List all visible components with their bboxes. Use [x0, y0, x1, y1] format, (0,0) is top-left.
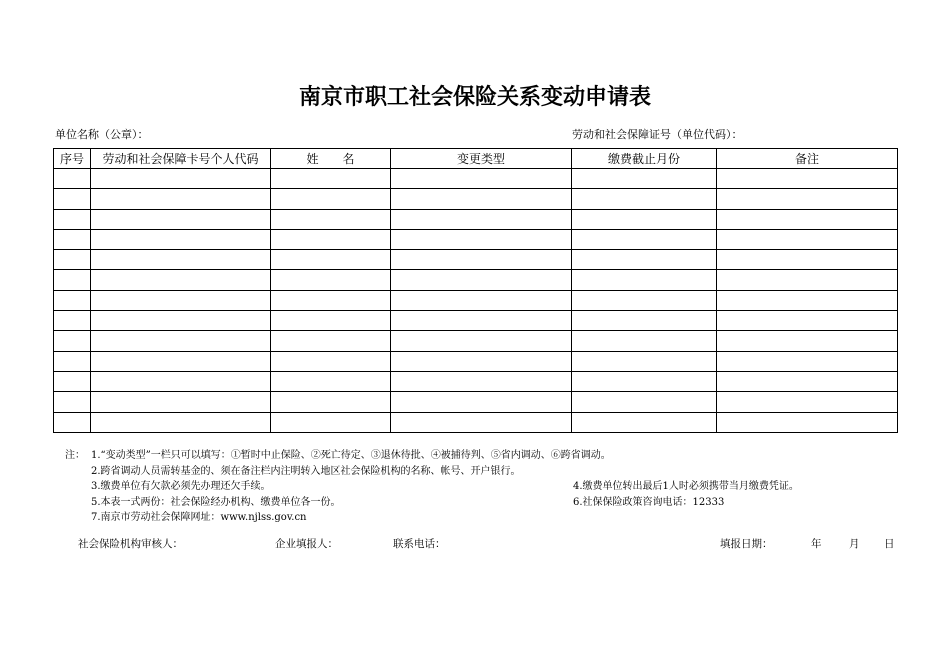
footer-year: 年 — [811, 538, 822, 550]
table-row — [54, 311, 898, 331]
table-cell[interactable] — [271, 331, 391, 351]
table-cell[interactable] — [91, 169, 271, 189]
table-cell[interactable] — [91, 229, 271, 249]
table-row — [54, 331, 898, 351]
table-cell[interactable] — [391, 189, 572, 209]
table-row — [54, 169, 898, 189]
table-cell[interactable] — [91, 351, 271, 371]
table-cell[interactable] — [572, 189, 717, 209]
table-cell[interactable] — [271, 371, 391, 391]
table-cell[interactable] — [271, 209, 391, 229]
table-cell[interactable] — [91, 392, 271, 412]
table-row — [54, 392, 898, 412]
table-row — [54, 371, 898, 391]
footer-reviewer-label: 社会保险机构审核人： — [78, 538, 183, 550]
table-cell[interactable] — [91, 290, 271, 310]
table-cell[interactable] — [54, 311, 91, 331]
table-cell[interactable] — [91, 371, 271, 391]
footer-date-label: 填报日期： — [720, 538, 773, 550]
table-cell[interactable] — [391, 290, 572, 310]
table-cell[interactable] — [54, 371, 91, 391]
table-cell[interactable] — [572, 351, 717, 371]
table-cell[interactable] — [717, 250, 898, 270]
footer-phone-label: 联系电话： — [393, 538, 446, 550]
table-cell[interactable] — [572, 270, 717, 290]
table-cell[interactable] — [54, 169, 91, 189]
unit-code-label: 劳动和社会保障证号（单位代码）： — [572, 128, 743, 141]
footer-month: 月 — [849, 538, 860, 550]
header-payment-end-month: 缴费截止月份 — [572, 149, 717, 169]
note-3: 3.缴费单位有欠款必须先办理还欠手续。 — [91, 481, 271, 493]
table-cell[interactable] — [572, 229, 717, 249]
table-cell[interactable] — [271, 250, 391, 270]
table-row — [54, 189, 898, 209]
table-row — [54, 351, 898, 371]
table-row — [54, 270, 898, 290]
table-cell[interactable] — [54, 351, 91, 371]
table-cell[interactable] — [572, 250, 717, 270]
table-cell[interactable] — [717, 371, 898, 391]
table-cell[interactable] — [572, 209, 717, 229]
table-cell[interactable] — [572, 311, 717, 331]
table-cell[interactable] — [271, 270, 391, 290]
form-title: 南京市职工社会保险关系变动申请表 — [298, 85, 651, 110]
table-cell[interactable] — [54, 209, 91, 229]
table-cell[interactable] — [717, 331, 898, 351]
header-remarks: 备注 — [717, 149, 898, 169]
header-change-type: 变更类型 — [391, 149, 572, 169]
header-card-number: 劳动和社会保障卡号个人代码 — [91, 149, 271, 169]
table-header-row — [54, 149, 898, 169]
table-cell[interactable] — [391, 169, 572, 189]
table-cell[interactable] — [91, 270, 271, 290]
note-7: 7.南京市劳动社会保障网址：www.njlss.gov.cn — [91, 512, 307, 524]
table-cell[interactable] — [717, 209, 898, 229]
header-name: 姓 名 — [271, 149, 391, 169]
note-6: 6.社保保险政策咨询电话：12333 — [573, 496, 725, 508]
note-1: 1.“变动类型”一栏只可以填写：①暂时中止保险、②死亡待定、③退休待批、④被捕待判、⑤省内调动、⑥跨省调动。 — [91, 450, 611, 461]
table-cell[interactable] — [271, 412, 391, 432]
table-cell[interactable] — [391, 331, 572, 351]
table-cell[interactable] — [717, 229, 898, 249]
table-cell[interactable] — [572, 169, 717, 189]
table-cell[interactable] — [91, 311, 271, 331]
table-cell[interactable] — [391, 209, 572, 229]
table-cell[interactable] — [271, 169, 391, 189]
change-request-table — [53, 148, 898, 433]
table-row — [54, 290, 898, 310]
table-cell[interactable] — [271, 351, 391, 371]
table-cell[interactable] — [572, 392, 717, 412]
table-cell[interactable] — [54, 290, 91, 310]
table-cell[interactable] — [391, 250, 572, 270]
table-cell[interactable] — [271, 290, 391, 310]
table-cell[interactable] — [717, 189, 898, 209]
table-cell[interactable] — [271, 311, 391, 331]
table-cell[interactable] — [91, 209, 271, 229]
table-row — [54, 412, 898, 432]
table-cell[interactable] — [717, 311, 898, 331]
table-cell[interactable] — [717, 290, 898, 310]
table-cell[interactable] — [54, 270, 91, 290]
table-cell[interactable] — [717, 351, 898, 371]
table-cell[interactable] — [391, 371, 572, 391]
table-cell[interactable] — [572, 371, 717, 391]
table-cell[interactable] — [717, 392, 898, 412]
table-row — [54, 209, 898, 229]
table-cell[interactable] — [717, 270, 898, 290]
footer-filler-label: 企业填报人： — [275, 538, 338, 550]
table-cell[interactable] — [391, 311, 572, 331]
table-cell[interactable] — [271, 392, 391, 412]
notes-label: 注： — [65, 450, 85, 461]
table-cell[interactable] — [391, 412, 572, 432]
table-cell[interactable] — [391, 270, 572, 290]
table-cell[interactable] — [572, 331, 717, 351]
table-cell[interactable] — [391, 392, 572, 412]
table-cell[interactable] — [54, 229, 91, 249]
table-cell[interactable] — [91, 189, 271, 209]
table-cell[interactable] — [572, 412, 717, 432]
table-cell[interactable] — [54, 392, 91, 412]
note-2: 2.跨省调动人员需转基金的、须在备注栏内注明转入地区社会保险机构的名称、帐号、开户银行。 — [91, 465, 521, 477]
table-cell[interactable] — [91, 412, 271, 432]
table-cell[interactable] — [54, 331, 91, 351]
table-cell[interactable] — [91, 331, 271, 351]
table-body — [54, 169, 898, 433]
table-cell[interactable] — [54, 412, 91, 432]
table-cell[interactable] — [91, 250, 271, 270]
table-cell[interactable] — [271, 189, 391, 209]
table-cell[interactable] — [572, 290, 717, 310]
notes-section — [65, 448, 925, 526]
table-cell[interactable] — [54, 250, 91, 270]
table-row — [54, 250, 898, 270]
header-serial: 序号 — [54, 149, 91, 169]
unit-name-label: 单位名称（公章）： — [55, 128, 149, 141]
footer-day: 日 — [884, 538, 895, 550]
table-row — [54, 229, 898, 249]
table-cell[interactable] — [717, 169, 898, 189]
note-4: 4.缴费单位转出最后1人时必须携带当月缴费凭证。 — [573, 481, 799, 493]
table-cell[interactable] — [391, 229, 572, 249]
table-cell[interactable] — [717, 412, 898, 432]
note-5: 5.本表一式两份：社会保险经办机构、缴费单位各一份。 — [91, 496, 341, 508]
table-cell[interactable] — [271, 229, 391, 249]
table-cell[interactable] — [54, 189, 91, 209]
table-cell[interactable] — [391, 351, 572, 371]
